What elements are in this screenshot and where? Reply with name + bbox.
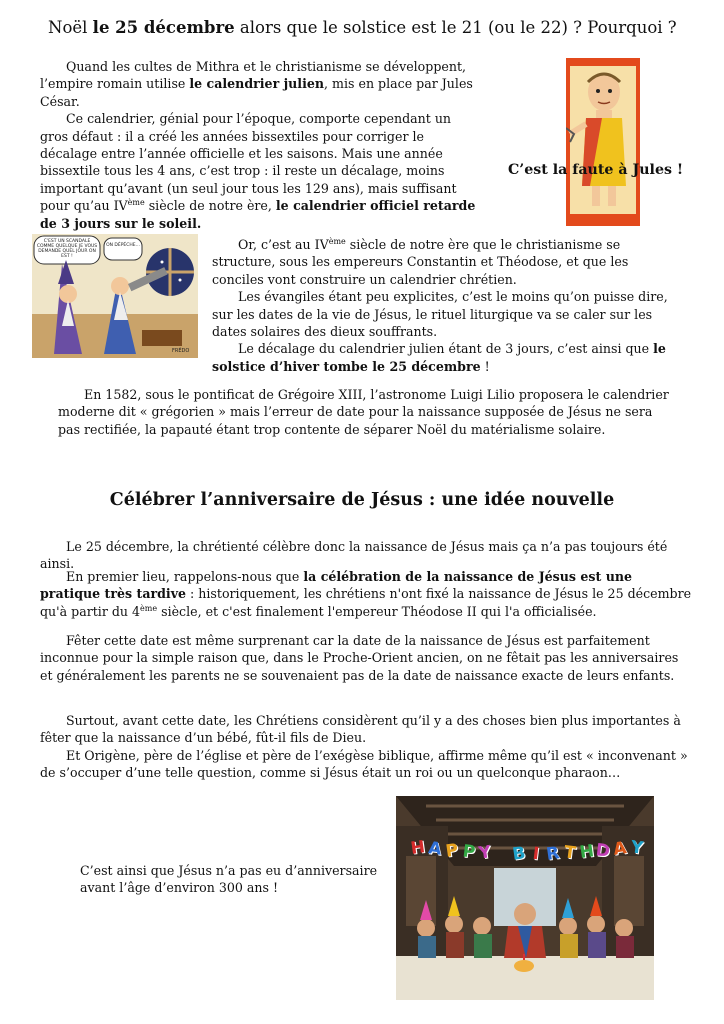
banner-letter: Y bbox=[629, 837, 645, 859]
banner-letter: P bbox=[461, 841, 476, 863]
jules-cesar-illustration bbox=[566, 58, 640, 226]
paragraph-gospels: Les évangiles étant peu explicites, c’est le moins qu’on puisse dire, sur les dates de la vie de Jésus, le rituel liturgique va se caler sur les dates solaires des dieux souffrants. bbox=[212, 289, 668, 340]
astronomer-cartoon bbox=[32, 234, 198, 358]
happy-birthday-banner bbox=[410, 838, 646, 872]
banner-letter: H bbox=[409, 837, 427, 859]
paragraph-solstice: Le décalage du calendrier julien étant de 3 jours, c’est ainsi que le solstice d’hiver tombe le 25 décembre ! bbox=[212, 341, 666, 374]
paragraph-gregorian: En 1582, sous le pontificat de Grégoire XIII, l’astronome Luigi Lilio proposera le calendrier moderne dit « grégorien » mais l’erreur de date pour la naissance supposée de Jésus ne sera pas rectifiée, la papauté étant trop contente de séparer Noël du matérialisme solaire. bbox=[58, 387, 669, 437]
paragraph-origen: Et Origène, père de l’église et père de l’exégèse biblique, affirme même qu’il est « inconvenant » de s’occuper d’une telle question, comme si Jésus était un roi ou un quelconque pharaon… bbox=[40, 747, 688, 781]
cartoon-bubble-1: C'EST UN SCANDALE COMME QUELQUE JE VOUS DEMANDE QUEL JOUR ON EST ! bbox=[36, 239, 98, 259]
paragraph-christmas: Le 25 décembre, la chrétienté célèbre donc la naissance de Jésus mais ça n’a pas toujours été ainsi. bbox=[40, 539, 668, 572]
section-title-birthday: Célébrer l’anniversaire de Jésus : une idée nouvelle bbox=[109, 490, 615, 510]
banner-letter: Y bbox=[477, 842, 493, 864]
cartoon-signature: FRÉDO bbox=[172, 348, 190, 354]
cartoon-bubble-2: ON DÉPÉCHE... bbox=[106, 243, 140, 248]
paragraph-unknown-date: Fêter cette date est même surprenant car la date de la naissance de Jésus est parfaitement inconnue pour la simple raison que, dans le Proche-Orient ancien, on ne fêtait pas les anniversaires et généralement les parents ne se souvenaient pas de la date de naissance exacte de leurs enfants. bbox=[40, 633, 679, 683]
gregorian-text-block bbox=[58, 386, 678, 438]
paragraph-julian: Quand les cultes de Mithra et le christianisme se développent, l’empire romain utilise le calendrier julien, mis en place par Jules César. bbox=[40, 59, 473, 109]
last-supper-birthday-image bbox=[396, 796, 654, 1000]
illustration-caption: C’est la faute à Jules ! bbox=[508, 162, 684, 178]
banner-letter: H bbox=[578, 841, 595, 863]
banner-letter: A bbox=[612, 838, 629, 861]
banner-letter: T bbox=[562, 842, 577, 864]
christian-calendar-text-block bbox=[212, 236, 684, 375]
intro-text-block bbox=[40, 58, 480, 232]
banner-letter: P bbox=[444, 840, 460, 862]
banner-letter: D bbox=[595, 839, 612, 862]
birthday-priorities bbox=[40, 712, 692, 782]
banner-letter: B bbox=[511, 843, 527, 865]
paragraph-fourth-century: Or, c’est au IVème siècle de notre ère que le christianisme se structure, sous les empereurs Constantin et Théodose, et que les conciles vont construire un calendrier chrétien. bbox=[212, 236, 629, 287]
banner-letter: A bbox=[427, 838, 443, 861]
page-title: Noël le 25 décembre alors que le solstice est le 21 (ou le 22) ? Pourquoi ? bbox=[48, 18, 677, 37]
paragraph-defect: Ce calendrier, génial pour l’époque, comporte cependant un gros défaut : il a créé les années bissextiles pour corriger le décalage entre l’année officielle et les saisons. Mais une année bissextile tous les 4 ans, c’est trop : il reste un décalage, moins important qu’avant (un seul jour tous les 129 ans), mais suffisant pour qu’au IVème siècle de notre ère, le calendrier officiel retarde de 3 jours sur le soleil. bbox=[40, 111, 476, 231]
banner-letter: I bbox=[531, 843, 541, 865]
paragraph-priorities: Surtout, avant cette date, les Chrétiens considèrent qu’il y a des choses bien plus importantes à fêter que la naissance d’un bébé, fût-il fils de Dieu. bbox=[40, 713, 681, 746]
birthday-late-practice bbox=[40, 568, 692, 620]
paragraph-late-practice: En premier lieu, rappelons-nous que la célébration de la naissance de Jésus est une pratique très tardive : historiquement, les chrétiens n'ont fixé la naissance de Jésus le 25 décembre qu'à partir du 4ème siècle, et c'est finalement l'empereur Théodose II qui l'a officialisée. bbox=[40, 569, 692, 619]
banner-letter: R bbox=[544, 842, 561, 865]
final-statement: C’est ainsi que Jésus n’a pas eu d’anniversaire avant l’âge d’environ 300 ans ! bbox=[80, 863, 378, 896]
birthday-unknown-date bbox=[40, 632, 692, 684]
